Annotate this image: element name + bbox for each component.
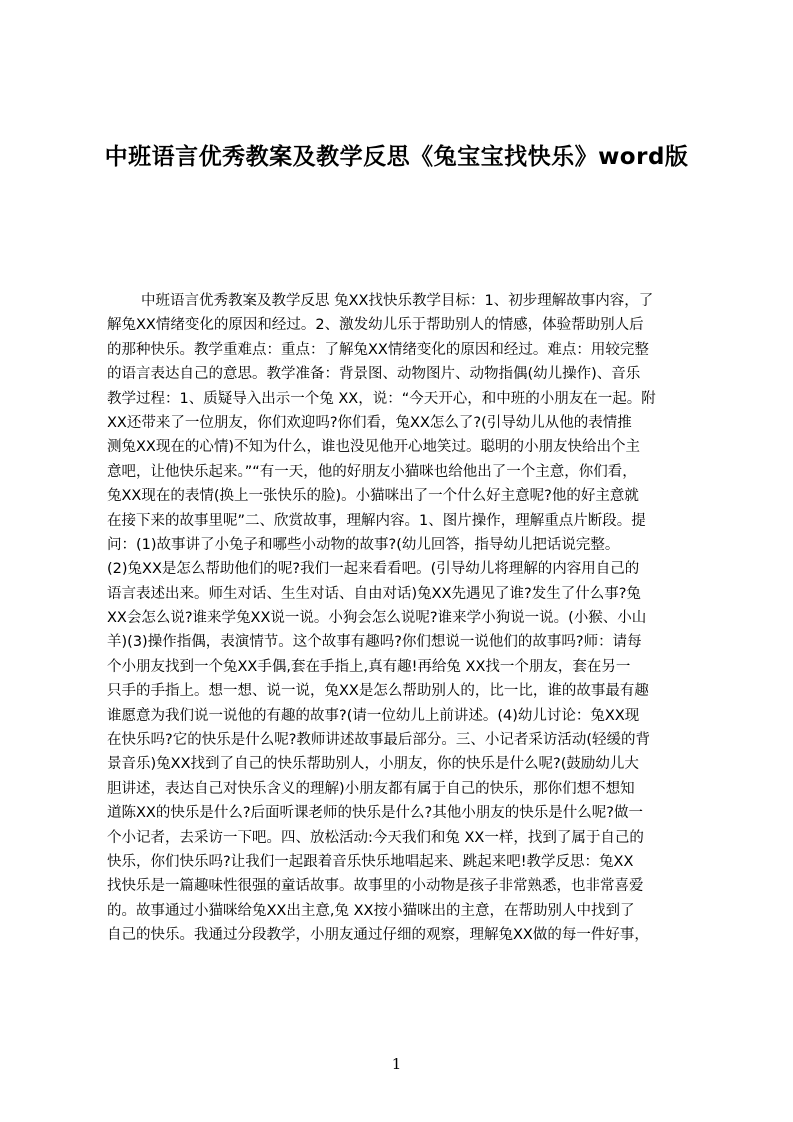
document-title: 中班语言优秀教案及教学反思《兔宝宝找快乐》word版: [104, 144, 689, 170]
body-line: (2)兔XX是怎么帮助他们的呢?我们一起来看看吧。(引导幼儿将理解的内容用自己的: [107, 561, 640, 578]
body-line: 意吧，让他快乐起来。”“有一天，他的好朋友小猫咪也给他出了一个主意，你们看，: [107, 463, 637, 480]
body-line: 在接下来的故事里呢”二、欣赏故事，理解内容。1、图片操作，理解重点片断段。提: [107, 512, 646, 529]
body-line: 道陈XX的快乐是什么?后面听课老师的快乐是什么?其他小朋友的快乐是什么呢?做一: [107, 805, 643, 822]
body-line: 只手的手指上。想一想、说一说，兔XX是怎么帮助别人的，比一比，谁的故事最有趣: [107, 683, 649, 700]
body-line: 个小朋友找到一个兔XX手偶,套在手指上,真有趣!再给兔 XX找一个朋友，套在另一: [107, 658, 631, 675]
page-number: 1: [391, 1055, 402, 1073]
body-line: 的。故事通过小猫咪给兔XX出主意,兔 XX按小猫咪出的主意，在帮助别人中找到了: [107, 902, 635, 919]
body-line: 的那种快乐。教学重难点：重点：了解兔XX情绪变化的原因和经过。难点：用较完整: [107, 341, 649, 358]
body-line: 谁愿意为我们说一说他的有趣的故事?(请一位幼儿上前讲述。(4)幼儿讨论：兔XX现: [107, 707, 640, 724]
body-line: 胆讲述，表达自己对快乐含义的理解)小朋友都有属于自己的快乐，那你们想不想知: [107, 780, 635, 797]
body-line: 中班语言优秀教案及教学反思 兔XX找快乐教学目标：1、初步理解故事内容，了: [141, 293, 654, 309]
body-line: XX会怎么说?谁来学兔XX说一说。小狗会怎么说呢?谁来学小狗说一说。(小猴、小山: [107, 610, 647, 627]
body-line: 测兔XX现在的心情)不知为什么，谁也没见他开心地笑过。聪明的小朋友快给出个主: [107, 439, 641, 456]
body-line: 自己的快乐。我通过分段教学，小朋友通过仔细的观察，理解兔XX做的每一件好事，: [107, 927, 649, 944]
body-line: 兔XX现在的表情(换上一张快乐的脸)。小猫咪出了一个什么好主意呢?他的好主意就: [107, 488, 639, 505]
body-line: 的语言表达自己的意思。教学准备：背景图、动物图片、动物指偶(幼儿操作)、音乐: [107, 366, 641, 383]
document-body: [107, 289, 697, 948]
body-line: 语言表述出来。师生对话、生生对话、自由对话)兔XX先遇见了谁?发生了什么事?兔: [107, 585, 641, 602]
body-line: 在快乐吗?它的快乐是什么呢?教师讲述故事最后部分。三、小记者采访活动(轻缓的背: [107, 732, 651, 749]
body-line: 景音乐)兔XX找到了自己的快乐帮助别人，小朋友，你的快乐是什么呢?(鼓励幼儿大: [107, 756, 639, 773]
body-line: 问：(1)故事讲了小兔子和哪些小动物的故事?(幼儿回答，指导幼儿把话说完整。: [107, 536, 620, 553]
body-line: 找快乐是一篇趣味性很强的童话故事。故事里的小动物是孩子非常熟悉，也非常喜爱: [107, 878, 644, 895]
body-line: 解兔XX情绪变化的原因和经过。2、激发幼儿乐于帮助别人的情感，体验帮助别人后: [107, 317, 644, 334]
body-line: 羊)(3)操作指偶，表演情节。这个故事有趣吗?你们想说一说他们的故事吗?师：请每: [107, 634, 642, 651]
body-line: 个小记者，去采访一下吧。四、放松活动:今天我们和兔 XX一样，找到了属于自己的: [107, 829, 644, 846]
body-line: 教学过程：1、质疑导入出示一个兔 XX，说：“今天开心，和中班的小朋友在一起。附: [107, 390, 656, 407]
body-line: 快乐，你们快乐吗?让我们一起跟着音乐快乐地唱起来、跳起来吧!教学反思：兔XX: [107, 853, 634, 870]
body-line: XX还带来了一位朋友，你们欢迎吗?你们看，兔XX怎么了?(引导幼儿从他的表情推: [107, 414, 632, 431]
